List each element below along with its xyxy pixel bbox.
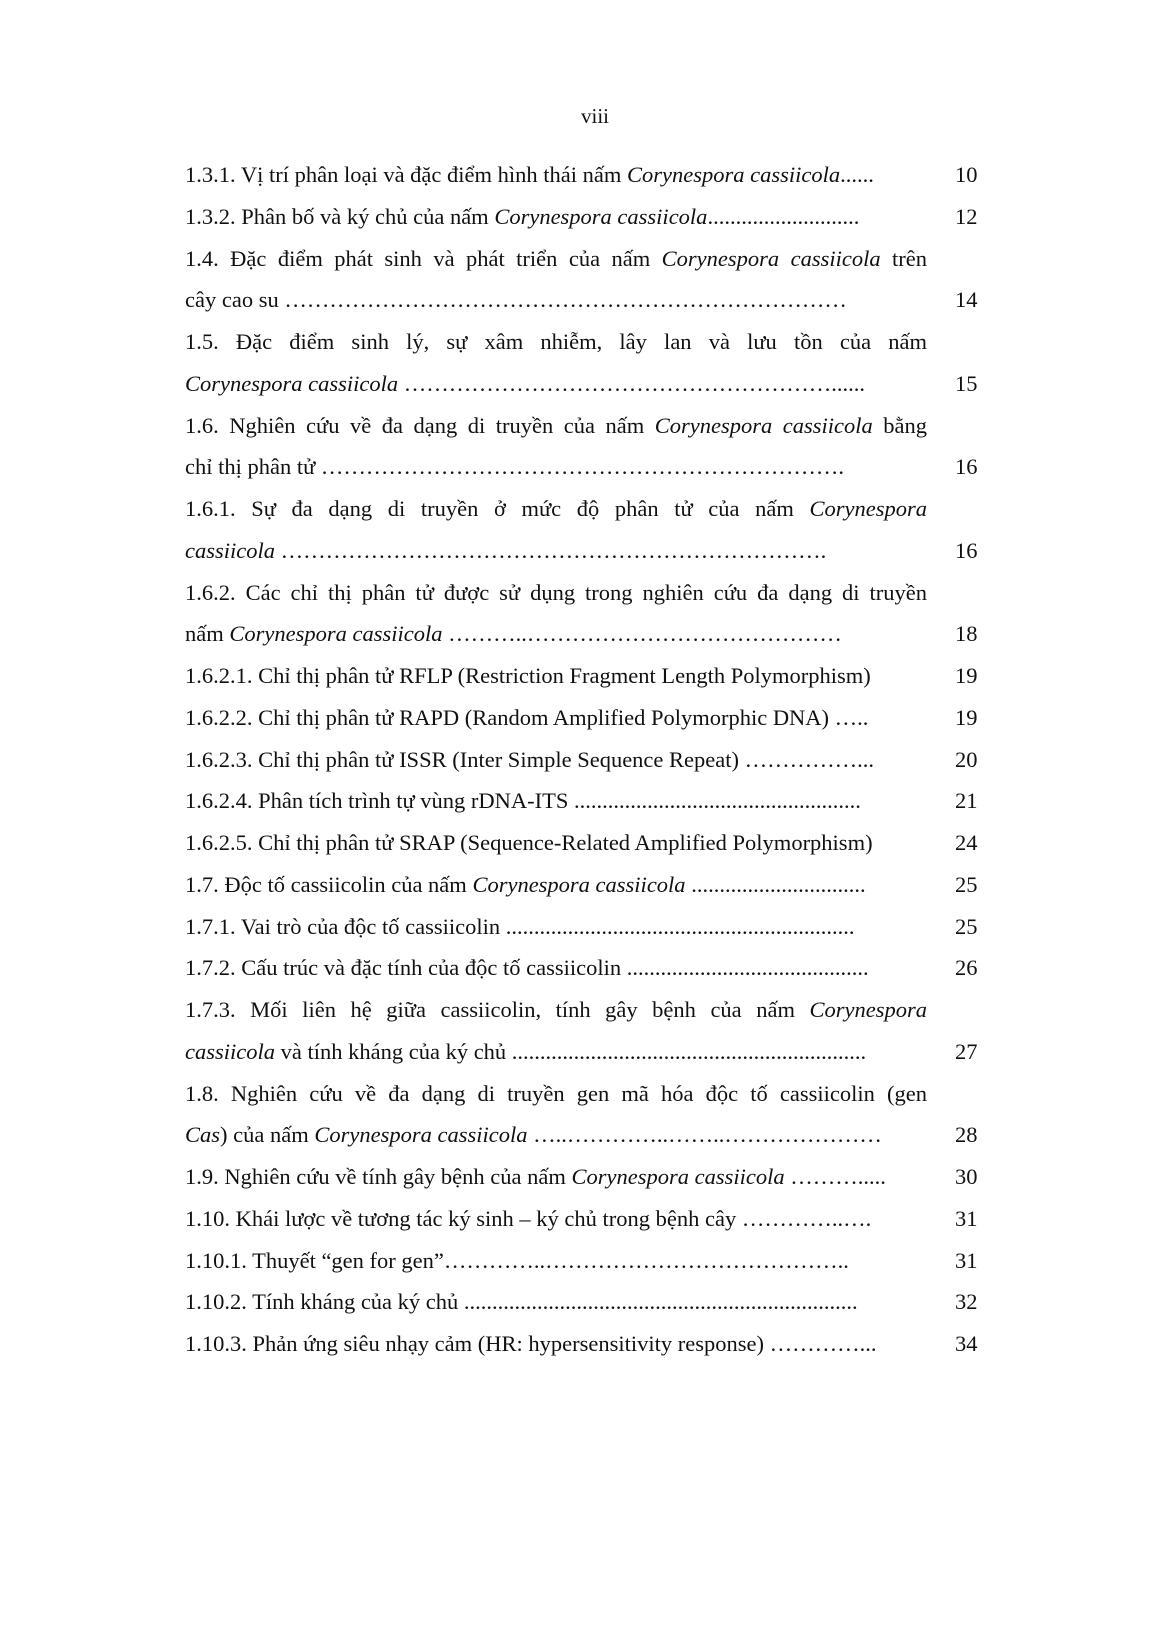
toc-page-number: 27	[955, 1038, 978, 1064]
toc-entry-title	[185, 745, 927, 775]
toc-page-number: 12	[955, 203, 978, 229]
toc-entry-title	[185, 536, 927, 566]
title-text: và tính kháng của ký chủ ...............................................................	[275, 1038, 867, 1064]
title-text: 1.10.1. Thuyết “gen for gen”…………..…………………………………..	[185, 1247, 849, 1273]
toc-page-number: 16	[955, 454, 978, 480]
title-text: ...............................	[685, 871, 866, 897]
italic-species-name: cassiicola	[185, 537, 275, 563]
italic-species-name: Corynespora cassiicola	[627, 162, 841, 187]
toc-page-number: 21	[955, 788, 978, 814]
italic-species-name: cassiicola	[185, 1038, 275, 1064]
title-text: chỉ thị phân tử …………………………………………………………….	[185, 454, 845, 480]
toc-entry-title	[185, 1120, 927, 1150]
title-text: 1.7.1. Vai trò của độc tố cassiicolin ..............................................................	[185, 913, 855, 939]
toc-page-number: 28	[955, 1122, 978, 1148]
title-text: 1.10. Khái lược về tương tác ký sinh – ký chủ trong bệnh cây …………..….	[185, 1205, 872, 1231]
toc-page-number: 19	[955, 663, 978, 688]
toc-entry-title	[185, 452, 927, 482]
toc-entry-title	[185, 244, 927, 274]
italic-species-name: Corynespora cassiicola	[472, 871, 686, 897]
title-text: 1.10.3. Phản ứng siêu nhạy cảm (HR: hypersensitivity response) …………...	[185, 1331, 877, 1356]
toc-entry-title	[185, 160, 927, 190]
italic-species-name: Corynespora	[809, 496, 927, 521]
italic-species-name: Corynespora cassiicola	[494, 203, 708, 229]
title-text: …………………………………………………......	[398, 370, 865, 396]
title-text: 1.6.2. Các chỉ thị phân tử được sử dụng trong nghiên cứu đa dạng di truyền	[185, 579, 927, 605]
title-text: 1.6.1. Sự đa dạng di truyền ở mức độ phân tử của nấm	[185, 496, 810, 521]
toc-entry-title	[185, 202, 927, 232]
toc-entry-title	[185, 828, 927, 858]
toc-entry-title	[185, 870, 927, 900]
toc-entry-title	[185, 285, 927, 315]
toc-page-number: 20	[955, 746, 978, 772]
toc-page-number: 25	[955, 871, 978, 897]
title-text: 1.8. Nghiên cứu về đa dạng di truyền gen mã hóa độc tố cassiicolin (gen	[185, 1080, 927, 1106]
toc-entry-title	[185, 995, 927, 1025]
title-text: 1.3.1. Vị trí phân loại và đặc điểm hình thái nấm	[185, 162, 627, 187]
toc-page-number: 15	[955, 370, 978, 396]
toc-entry-title	[185, 1162, 927, 1192]
toc-entry-title	[185, 1287, 927, 1317]
italic-species-name: Corynespora	[809, 997, 927, 1022]
toc-entry-title	[185, 1079, 927, 1109]
title-text: nấm	[185, 621, 230, 647]
title-text: ......	[840, 162, 874, 187]
title-text: 1.7.3. Mối liên hệ giữa cassiicolin, tính gây bệnh của nấm	[185, 997, 810, 1022]
title-text: ...........................	[707, 203, 860, 229]
toc-page-number: 30	[955, 1164, 978, 1189]
italic-species-name: Corynespora cassiicola	[314, 1122, 528, 1148]
toc-page-number: 34	[955, 1331, 978, 1356]
toc-page-number: 16	[955, 537, 978, 563]
title-text: cây cao su …………………………………………………………………	[185, 287, 847, 313]
italic-species-name: Cas	[185, 1122, 221, 1148]
title-text: 1.5. Đặc điểm sinh lý, sự xâm nhiễm, lây lan và lưu tồn của nấm	[185, 329, 927, 354]
title-text: 1.6.2.3. Chỉ thị phân tử ISSR (Inter Simple Sequence Repeat) ……………...	[185, 746, 874, 772]
toc-entry-title	[185, 1246, 927, 1276]
toc-page-number: 26	[955, 955, 978, 981]
title-text: 1.6.2.2. Chỉ thị phân tử RAPD (Random Amplified Polymorphic DNA) …..	[185, 704, 869, 730]
toc-entry-title	[185, 1329, 927, 1359]
italic-species-name: Corynespora cassiicola	[661, 245, 881, 271]
title-text: 1.9. Nghiên cứu về tính gây bệnh của nấm	[185, 1164, 572, 1189]
toc-page-number: 18	[955, 621, 978, 647]
title-text: bằng	[872, 412, 927, 438]
title-text: ) của nấm	[220, 1122, 315, 1148]
toc-page-number: 25	[955, 913, 978, 939]
italic-species-name: Corynespora cassiicola	[654, 412, 873, 438]
toc-entry-title	[185, 786, 927, 816]
toc-page-number: 24	[955, 830, 978, 855]
title-text: 1.6.2.1. Chỉ thị phân tử RFLP (Restriction Fragment Length Polymorphism)	[185, 663, 871, 688]
toc-page-number: 32	[955, 1289, 978, 1315]
toc-page-number: 10	[955, 162, 978, 187]
toc-entry-title	[185, 411, 927, 441]
title-text: 1.4. Đặc điểm phát sinh và phát triển của nấm	[185, 245, 662, 271]
toc-entry-title	[185, 369, 927, 399]
toc-page-number: 31	[955, 1205, 978, 1231]
title-text: ……………………………………………………………….	[275, 537, 827, 563]
toc-entry-title	[185, 953, 927, 983]
title-text: ………..……………………………………	[442, 621, 842, 647]
title-text: 1.10.2. Tính kháng của ký chủ ......................................................................	[185, 1289, 858, 1315]
toc-page-number: 31	[955, 1247, 978, 1273]
italic-species-name: Corynespora cassiicola	[229, 621, 443, 647]
toc-entry-title	[185, 1204, 927, 1234]
toc-entry-title	[185, 619, 927, 649]
title-text: ……….....	[784, 1164, 886, 1189]
title-text: …..…………..……..…………………	[527, 1122, 882, 1148]
title-text: 1.7. Độc tố cassiicolin của nấm	[185, 871, 473, 897]
toc-entry-title	[185, 703, 927, 733]
title-text: 1.7.2. Cấu trúc và đặc tính của độc tố cassiicolin ...........................................	[185, 955, 869, 981]
title-text: trên	[880, 245, 927, 271]
toc-entry-title	[185, 327, 927, 357]
title-text: 1.6. Nghiên cứu về đa dạng di truyền của nấm	[185, 412, 655, 438]
title-text: 1.3.2. Phân bố và ký chủ của nấm	[185, 203, 495, 229]
page-number: viii	[580, 104, 609, 128]
italic-species-name: Corynespora cassiicola	[571, 1164, 785, 1189]
toc-entry-title	[185, 494, 927, 524]
italic-species-name: Corynespora cassiicola	[185, 370, 399, 396]
toc-entry-title	[185, 1037, 927, 1067]
toc-entry-title	[185, 578, 927, 608]
toc-page-number: 14	[955, 287, 978, 313]
toc-entry-title	[185, 912, 927, 942]
toc-entry-title	[185, 661, 927, 691]
title-text: 1.6.2.5. Chỉ thị phân tử SRAP (Sequence-Related Amplified Polymorphism)	[185, 830, 873, 855]
title-text: 1.6.2.4. Phân tích trình tự vùng rDNA-ITS ...................................................	[185, 788, 861, 814]
toc-page-number: 19	[955, 704, 978, 730]
